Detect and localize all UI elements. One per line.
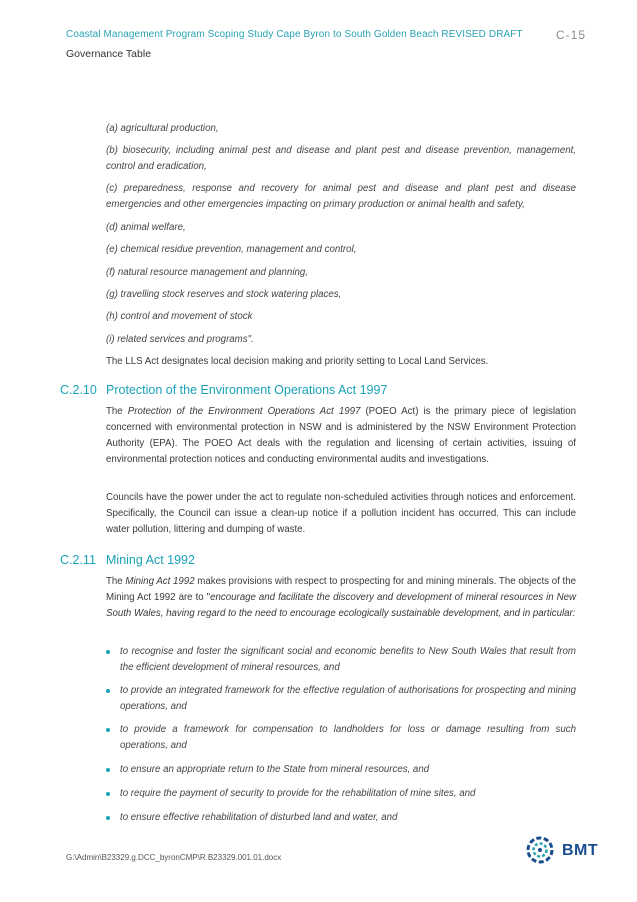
- bullet-icon: [106, 650, 110, 654]
- bullet-icon: [106, 728, 110, 732]
- list-item: (e) chemical residue prevention, management and control,: [106, 244, 357, 255]
- list-item: to provide a framework for compensation to landholders for loss or damage resulting from such operations, and: [106, 722, 576, 754]
- section-heading-c210: [60, 383, 387, 397]
- mining-paragraph: The Mining Act 1992 makes provisions with respect to prospecting for and mining minerals. The objects of the Mining Act 1992 are to "encourage and facilitate the discovery and development of mineral resources in New South Wales, having regard to the need to encourage ecologically sustainable development, and in particular:: [106, 576, 577, 619]
- list-item: to require the payment of security to provide for the rehabilitation of mine sites, and: [106, 786, 576, 802]
- list-item: (f) natural resource management and planning,: [106, 267, 308, 278]
- page-header: [66, 29, 586, 60]
- act-name: Protection of the Environment Operations Act 1997: [127, 406, 361, 417]
- section-heading-c211: [60, 553, 195, 567]
- bullet-icon: [106, 792, 110, 796]
- list-item: (b) biosecurity, including animal pest and disease and plant pest and disease prevention, management, control and eradication,: [106, 145, 576, 172]
- section-heading-text: Mining Act 1992: [106, 553, 195, 567]
- bmt-logo-icon: [524, 835, 560, 865]
- list-item: (h) control and movement of stock: [106, 311, 253, 322]
- list-item: (a) agricultural production,: [106, 123, 219, 134]
- list-item: to recognise and foster the significant social and economic benefits to New South Wales that result from the efficient development of mineral resources, and: [106, 644, 576, 676]
- list-item: to provide an integrated framework for the effective regulation of authorisations for prospecting and mining operations, and: [106, 683, 576, 715]
- page-number: C-15: [555, 28, 586, 42]
- bullet-icon: [106, 689, 110, 693]
- act-name: Mining Act 1992: [125, 576, 195, 587]
- section-heading-text: Protection of the Environment Operations Act 1997: [106, 383, 388, 397]
- bullet-icon: [106, 816, 110, 820]
- logo-text: BMT: [562, 842, 599, 859]
- section-title: Governance Table: [66, 48, 152, 60]
- poeo-paragraph: The Protection of the Environment Operations Act 1997 (POEO Act) is the primary piece of legislation concerned with environmental protection in NSW and is administered by the NSW Environment Protection Authority (EPA). The POEO Act deals with the regulation and licensing of certain activities, issuing of environmental protection notices and conducting environmental audits and investigations.: [106, 406, 576, 465]
- lls-closing-paragraph: The LLS Act designates local decision making and priority setting to Local Land Services.: [106, 356, 489, 367]
- list-item: to ensure an appropriate return to the State from mineral resources, and: [106, 762, 576, 778]
- document-title: Coastal Management Program Scoping Study Cape Byron to South Golden Beach REVISED DRAFT: [66, 29, 523, 40]
- list-item: (d) animal welfare,: [106, 222, 186, 233]
- list-item: (c) preparedness, response and recovery for animal pest and disease and plant pest and disease emergencies and other emergencies impacting on primary production or animal health and safety,: [106, 183, 576, 210]
- bullet-icon: [106, 768, 110, 772]
- list-item: to ensure effective rehabilitation of disturbed land and water, and: [106, 810, 576, 826]
- section-number: C.2.11: [60, 553, 96, 567]
- list-item: (i) related services and programs".: [106, 334, 254, 345]
- section-number: C.2.10: [60, 383, 97, 397]
- footer-file-path: G:\Admin\B23329.g.DCC_byronCMP\R.B23329.001.01.docx: [66, 853, 282, 862]
- list-item: (g) travelling stock reserves and stock watering places,: [106, 289, 342, 300]
- bmt-logo: [524, 835, 599, 865]
- councils-paragraph: Councils have the power under the act to regulate non-scheduled activities through notices and enforcement. Specifically, the Council can issue a clean-up notice if a pollution incident has occurred. This can include water pollution, littering and dumping of waste.: [106, 492, 576, 535]
